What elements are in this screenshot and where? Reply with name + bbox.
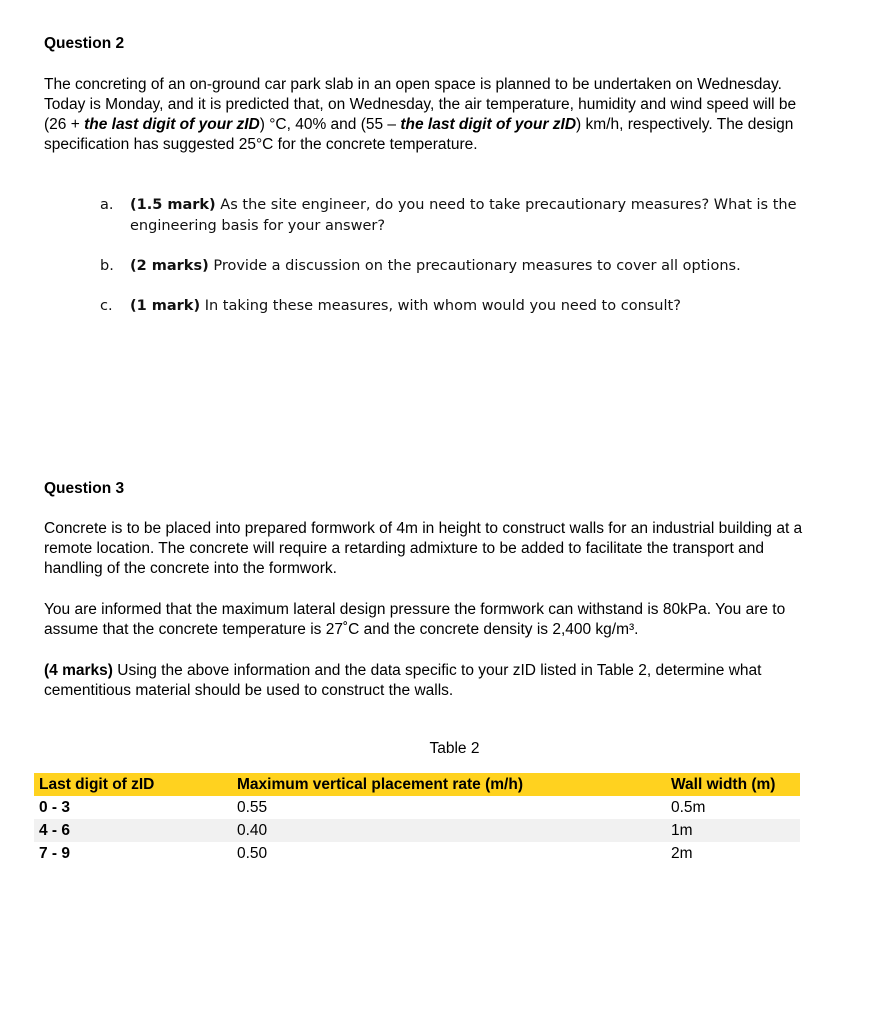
- cell-wall-width: 1m: [671, 821, 693, 839]
- subquestion-c: [100, 296, 800, 317]
- table-row: [34, 842, 800, 865]
- subquestion-text: In taking these measures, with whom would you need to consult?: [200, 298, 681, 314]
- subquestion-marks: (1.5 mark): [130, 197, 216, 213]
- cell-wall-width: 0.5m: [671, 798, 706, 816]
- question-2-paragraph: [44, 75, 814, 155]
- question-3-paragraph-3: [44, 661, 814, 701]
- subquestion-marks: (2 marks): [130, 258, 209, 274]
- q3-task-text: Using the above information and the data specific to your zID listed in Table 2, determine what cementitious material should be used to construct the walls.: [44, 662, 762, 699]
- question-3-paragraph-2: You are informed that the maximum lateral design pressure the formwork can withstand is 80kPa. You are to assume that the concrete temperature is 27˚C and the concrete density is 2,400 kg/m³.: [44, 601, 786, 638]
- subquestion-letter: b.: [100, 258, 114, 274]
- table-header-row: [34, 773, 800, 796]
- q2-text-middle: ) °C, 40% and (55 –: [259, 116, 401, 133]
- data-table: [34, 773, 800, 865]
- question-2-heading: Question 2: [44, 35, 125, 52]
- cell-placement-rate: 0.40: [237, 821, 268, 839]
- cell-wall-width: 2m: [671, 844, 693, 862]
- table-row: [34, 796, 800, 819]
- cell-zid-range: 0 - 3: [39, 798, 71, 816]
- question-2-subquestions: [100, 195, 800, 336]
- question-3-paragraph-1: Concrete is to be placed into prepared formwork of 4m in height to construct walls for an industrial building at a remote location. The concrete will require a retarding admixture to be added to facilitate the transport and handling of the concrete into the formwork.: [44, 520, 803, 577]
- q2-emphasis-zid-1: the last digit of your zID: [84, 116, 260, 133]
- q2-text-start: The concreting of an on-ground car park slab in an open space is planned to be undertaken on Wednesday. Today is Monday, and it is predicted that, on Wednesday, the air temperature, humidity and wind speed will be (26 +: [44, 76, 797, 133]
- header-placement-rate: Maximum vertical placement rate (m/h): [237, 775, 523, 793]
- table-row: [34, 819, 800, 842]
- subquestion-letter: c.: [100, 298, 113, 314]
- subquestion-b: [100, 256, 800, 277]
- header-wall-width: Wall width (m): [671, 775, 776, 793]
- subquestion-text: As the site engineer, do you need to take precautionary measures? What is the engineering basis for your answer?: [130, 197, 797, 234]
- table-caption: Table 2: [429, 740, 480, 757]
- cell-placement-rate: 0.55: [237, 798, 268, 816]
- header-last-digit: Last digit of zID: [39, 775, 155, 793]
- cell-placement-rate: 0.50: [237, 844, 268, 862]
- subquestion-marks: (1 mark): [130, 298, 201, 314]
- subquestion-letter: a.: [100, 197, 114, 213]
- question-3-heading: Question 3: [44, 480, 125, 497]
- cell-zid-range: 4 - 6: [39, 821, 71, 839]
- q3-marks: (4 marks): [44, 662, 113, 679]
- subquestion-a: [100, 195, 800, 237]
- q2-text-end: ) km/h, respectively. The design specification has suggested 25°C for the concrete temperature.: [44, 116, 794, 153]
- subquestion-text: Provide a discussion on the precautionary measures to cover all options.: [208, 258, 741, 274]
- q2-emphasis-zid-2: the last digit of your zID: [400, 116, 577, 133]
- cell-zid-range: 7 - 9: [39, 844, 71, 862]
